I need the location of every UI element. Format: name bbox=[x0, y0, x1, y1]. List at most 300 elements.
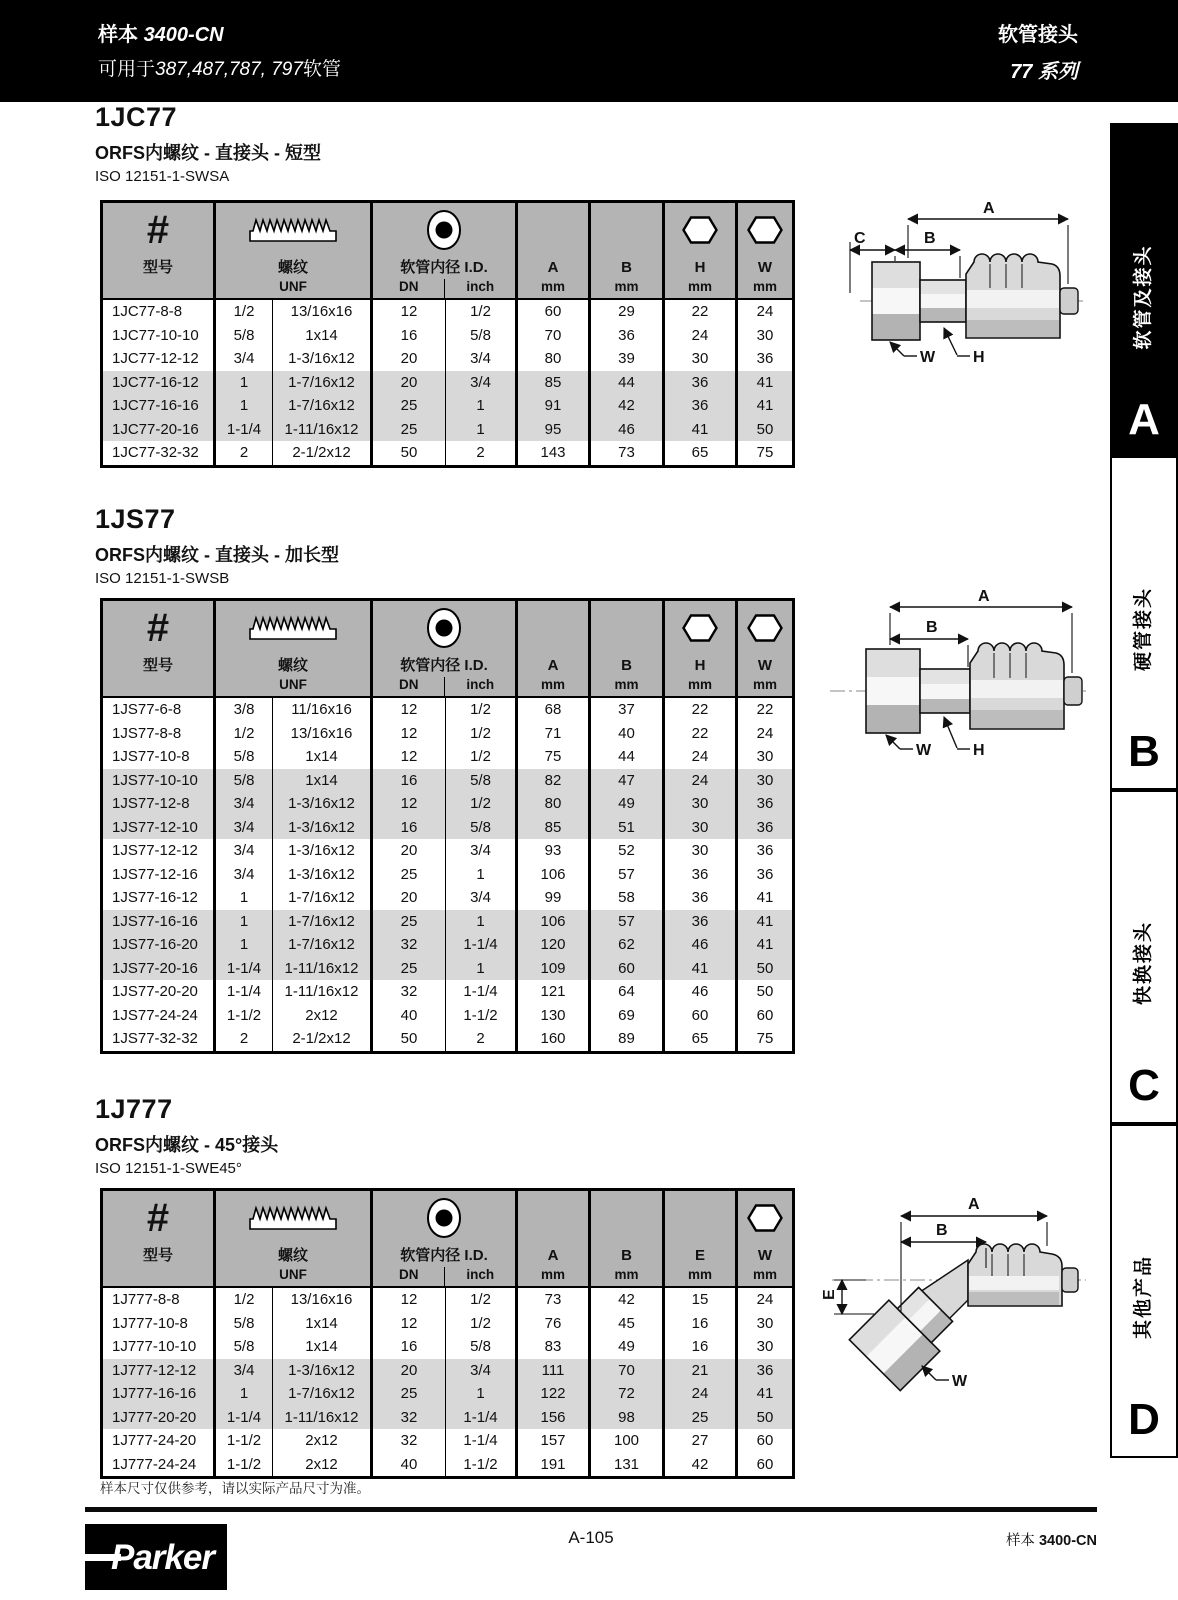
part-number-cell: 1JC77-16-16 bbox=[103, 394, 216, 418]
value-cell: 36 bbox=[756, 1361, 774, 1379]
part-number-cell: 1JS77-12-8 bbox=[103, 792, 216, 816]
value-cell: 73 bbox=[591, 441, 665, 465]
value-cell: 111 bbox=[518, 1359, 591, 1383]
value-cell: 1/2 bbox=[446, 722, 518, 746]
value-cell: 131 bbox=[591, 1453, 665, 1477]
hex-nut-icon bbox=[738, 1191, 792, 1244]
part-number-cell: 1JS77-10-10 bbox=[103, 769, 216, 793]
value-cell: 1x14 bbox=[273, 745, 373, 769]
thread-icon bbox=[216, 601, 370, 654]
part-number-cell: 1JC77-20-16 bbox=[103, 418, 216, 442]
section-subtitle-1js77: ORFS内螺纹 - 直接头 - 加长型 bbox=[95, 545, 339, 565]
value-cell: 25 bbox=[373, 910, 446, 934]
page-header-bar bbox=[0, 0, 1178, 102]
dim-label-h: H bbox=[973, 742, 985, 759]
value-cell: 1/2 bbox=[446, 745, 518, 769]
value-cell: 1/2 bbox=[216, 300, 273, 324]
value-cell: 60 bbox=[756, 1006, 774, 1024]
value-cell: 30 bbox=[756, 1314, 774, 1332]
fitting-drawing-straight-short bbox=[820, 198, 1090, 370]
value-cell: 16 bbox=[373, 769, 446, 793]
part-number-cell: 1JC77-10-10 bbox=[103, 324, 216, 348]
fitting-drawing-straight-long bbox=[820, 583, 1090, 763]
value-cell: 41 bbox=[665, 418, 738, 442]
column-dim-w bbox=[738, 203, 792, 298]
part-number-cell: 1J777-10-10 bbox=[103, 1335, 216, 1359]
part-number-cell: 1JS77-16-12 bbox=[103, 886, 216, 910]
table-row bbox=[103, 839, 792, 863]
value-cell: 27 bbox=[665, 1429, 738, 1453]
value-cell: 3/4 bbox=[446, 371, 518, 395]
value-cell: 83 bbox=[518, 1335, 591, 1359]
table-row bbox=[103, 1288, 792, 1312]
dim-label-e: E bbox=[821, 1289, 838, 1300]
section-subtitle-1j777: ORFS内螺纹 - 45°接头 bbox=[95, 1135, 279, 1155]
value-cell: 25 bbox=[665, 1406, 738, 1430]
value-cell: 3/4 bbox=[216, 816, 273, 840]
value-cell: 160 bbox=[518, 1027, 591, 1051]
table-row bbox=[103, 1335, 792, 1359]
value-cell: 1-11/16x12 bbox=[273, 957, 373, 981]
column-dim-a bbox=[518, 203, 591, 298]
value-cell: 72 bbox=[591, 1382, 665, 1406]
table-header bbox=[103, 1191, 792, 1288]
value-cell: 44 bbox=[591, 371, 665, 395]
value-cell: 16 bbox=[373, 1335, 446, 1359]
table-row bbox=[103, 910, 792, 934]
hex-nut-icon bbox=[738, 601, 792, 654]
table-row bbox=[103, 1359, 792, 1383]
section-title-1jc77: 1JC77 bbox=[95, 102, 178, 132]
mm-unit-label: mm bbox=[687, 1267, 712, 1282]
sidebar-tab-tube-fittings[interactable] bbox=[1110, 456, 1178, 790]
value-cell: 12 bbox=[373, 698, 446, 722]
value-cell: 1 bbox=[216, 1382, 273, 1406]
value-cell: 1/2 bbox=[446, 698, 518, 722]
mm-unit-label: mm bbox=[752, 1267, 777, 1282]
column-dim-e bbox=[665, 1191, 738, 1286]
fitting-drawing-45-elbow bbox=[818, 1172, 1090, 1397]
part-number-cell: 1JS77-6-8 bbox=[103, 698, 216, 722]
value-cell: 25 bbox=[373, 957, 446, 981]
value-cell: 25 bbox=[373, 394, 446, 418]
value-cell: 44 bbox=[591, 745, 665, 769]
mm-unit-label: mm bbox=[540, 677, 565, 692]
value-cell: 1x14 bbox=[273, 769, 373, 793]
catalog-title bbox=[98, 18, 341, 47]
value-cell: 1-3/16x12 bbox=[273, 792, 373, 816]
thread-unit-label: UNF bbox=[279, 677, 307, 692]
page-number: A-105 bbox=[568, 1528, 614, 1547]
value-cell: 24 bbox=[665, 1382, 738, 1406]
value-cell: 3/4 bbox=[216, 792, 273, 816]
hex-nut-icon bbox=[738, 203, 792, 256]
value-cell: 30 bbox=[665, 347, 738, 371]
value-cell: 16 bbox=[665, 1312, 738, 1336]
value-cell: 143 bbox=[518, 441, 591, 465]
value-cell: 1/2 bbox=[446, 1288, 518, 1312]
table-row bbox=[103, 441, 792, 465]
value-cell: 20 bbox=[373, 371, 446, 395]
value-cell: 50 bbox=[756, 983, 774, 1000]
value-cell: 16 bbox=[373, 324, 446, 348]
value-cell: 41 bbox=[756, 1385, 774, 1402]
column-dim-w bbox=[738, 601, 792, 696]
section-standard-1j777: ISO 12151-1-SWE45° bbox=[95, 1160, 242, 1177]
dimension-disclaimer-note: 样本尺寸仅供参考，请以实际产品尺寸为准。 bbox=[100, 1481, 370, 1496]
value-cell: 1/2 bbox=[446, 1312, 518, 1336]
value-cell: 95 bbox=[518, 418, 591, 442]
value-cell: 41 bbox=[665, 957, 738, 981]
value-cell: 68 bbox=[518, 698, 591, 722]
hose-id-icon bbox=[373, 601, 515, 654]
column-thread bbox=[216, 1191, 373, 1286]
value-cell: 12 bbox=[373, 792, 446, 816]
value-cell: 40 bbox=[373, 1453, 446, 1477]
value-cell: 3/8 bbox=[216, 698, 273, 722]
table-row bbox=[103, 371, 792, 395]
value-cell: 1/2 bbox=[216, 1288, 273, 1312]
part-number-cell: 1JS77-12-12 bbox=[103, 839, 216, 863]
spec-table-1j777 bbox=[100, 1188, 795, 1479]
value-cell: 100 bbox=[591, 1429, 665, 1453]
value-cell: 75 bbox=[518, 745, 591, 769]
section-standard-1jc77: ISO 12151-1-SWSA bbox=[95, 168, 230, 185]
table-row bbox=[103, 1312, 792, 1336]
value-cell: 1-7/16x12 bbox=[273, 886, 373, 910]
value-cell: 5/8 bbox=[216, 1335, 273, 1359]
part-number-cell: 1JS77-20-20 bbox=[103, 980, 216, 1004]
value-cell: 30 bbox=[756, 326, 774, 344]
value-cell: 42 bbox=[665, 1453, 738, 1477]
value-cell: 22 bbox=[665, 722, 738, 746]
value-cell: 22 bbox=[665, 698, 738, 722]
series-number: 77 系列 bbox=[1010, 61, 1078, 83]
mm-unit-label: mm bbox=[614, 279, 639, 294]
value-cell: 1 bbox=[216, 886, 273, 910]
value-cell: 16 bbox=[665, 1335, 738, 1359]
table-row bbox=[103, 300, 792, 324]
dim-w-label: W bbox=[757, 1247, 773, 1264]
value-cell: 89 bbox=[591, 1027, 665, 1051]
value-cell: 5/8 bbox=[446, 769, 518, 793]
value-cell: 73 bbox=[518, 1288, 591, 1312]
dim-label-h: H bbox=[973, 349, 985, 366]
table-body bbox=[103, 300, 792, 465]
value-cell: 46 bbox=[591, 418, 665, 442]
value-cell: 30 bbox=[756, 1338, 774, 1355]
column-part-number bbox=[103, 601, 216, 696]
value-cell: 1-3/16x12 bbox=[273, 347, 373, 371]
table-row bbox=[103, 933, 792, 957]
value-cell: 41 bbox=[756, 373, 774, 391]
catalog-prefix: 样本 bbox=[98, 24, 144, 46]
value-cell: 122 bbox=[518, 1382, 591, 1406]
value-cell: 1-1/4 bbox=[446, 980, 518, 1004]
catalog-info bbox=[98, 18, 341, 81]
value-cell: 25 bbox=[373, 1382, 446, 1406]
value-cell: 36 bbox=[665, 910, 738, 934]
value-cell: 20 bbox=[373, 1359, 446, 1383]
value-cell: 41 bbox=[756, 889, 774, 906]
value-cell: 106 bbox=[518, 910, 591, 934]
value-cell: 106 bbox=[518, 863, 591, 887]
value-cell: 50 bbox=[756, 420, 774, 438]
table-row bbox=[103, 816, 792, 840]
dim-a-label: A bbox=[547, 259, 559, 276]
value-cell: 20 bbox=[373, 839, 446, 863]
value-cell: 3/4 bbox=[446, 886, 518, 910]
mm-unit-label: mm bbox=[687, 677, 712, 692]
value-cell: 70 bbox=[591, 1359, 665, 1383]
value-cell: 1-1/4 bbox=[446, 933, 518, 957]
applicable-suffix: 软管 bbox=[302, 59, 341, 80]
value-cell: 1-1/4 bbox=[216, 957, 273, 981]
value-cell: 1-7/16x12 bbox=[273, 371, 373, 395]
table-row bbox=[103, 1429, 792, 1453]
value-cell: 85 bbox=[518, 371, 591, 395]
column-thread bbox=[216, 203, 373, 298]
part-number-cell: 1J777-24-20 bbox=[103, 1429, 216, 1453]
value-cell: 36 bbox=[591, 324, 665, 348]
value-cell: 1-3/16x12 bbox=[273, 1359, 373, 1383]
value-cell: 93 bbox=[518, 839, 591, 863]
value-cell: 51 bbox=[591, 816, 665, 840]
value-cell: 2x12 bbox=[273, 1429, 373, 1453]
inch-unit-label: inch bbox=[444, 677, 515, 696]
table-row bbox=[103, 886, 792, 910]
table-row bbox=[103, 792, 792, 816]
value-cell: 191 bbox=[518, 1453, 591, 1477]
value-cell: 75 bbox=[756, 444, 774, 461]
column-dim-b bbox=[591, 601, 665, 696]
inch-unit-label: inch bbox=[444, 279, 515, 298]
part-column-label: 型号 bbox=[142, 1247, 173, 1264]
value-cell: 1-11/16x12 bbox=[273, 1406, 373, 1430]
value-cell: 12 bbox=[373, 1312, 446, 1336]
dim-h-label: H bbox=[694, 657, 706, 674]
value-cell: 50 bbox=[373, 1027, 446, 1051]
table-row bbox=[103, 957, 792, 981]
thread-unit-label: UNF bbox=[279, 279, 307, 294]
part-number-icon: # bbox=[146, 207, 170, 252]
part-number-cell: 1J777-10-8 bbox=[103, 1312, 216, 1336]
value-cell: 60 bbox=[518, 300, 591, 324]
value-cell: 65 bbox=[665, 1027, 738, 1051]
table-header bbox=[103, 203, 792, 300]
dn-unit-label: DN bbox=[398, 677, 419, 692]
value-cell: 12 bbox=[373, 1288, 446, 1312]
dim-label-a: A bbox=[968, 1196, 980, 1213]
table-body bbox=[103, 1288, 792, 1476]
sidebar-tab-quick-couplings[interactable] bbox=[1110, 790, 1178, 1124]
tab-letter: C bbox=[1128, 1061, 1160, 1110]
value-cell: 12 bbox=[373, 300, 446, 324]
value-cell: 2-1/2x12 bbox=[273, 1027, 373, 1051]
footer-rule bbox=[85, 1507, 1097, 1512]
sidebar-tab-other-products[interactable] bbox=[1110, 1124, 1178, 1458]
value-cell: 50 bbox=[756, 959, 774, 977]
column-dim-h bbox=[665, 203, 738, 298]
part-number-cell: 1JS77-32-32 bbox=[103, 1027, 216, 1051]
part-column-label: 型号 bbox=[142, 657, 173, 674]
part-number-cell: 1JS77-24-24 bbox=[103, 1004, 216, 1028]
value-cell: 60 bbox=[756, 1432, 774, 1449]
value-cell: 5/8 bbox=[216, 324, 273, 348]
table-row bbox=[103, 324, 792, 348]
dim-w-label: W bbox=[757, 657, 773, 674]
tab-label-vertical: 其他产品 bbox=[1133, 1255, 1154, 1340]
footer-catalog-code: 3400-CN bbox=[1038, 1533, 1097, 1549]
spec-table-1js77 bbox=[100, 598, 795, 1054]
part-number-cell: 1J777-16-16 bbox=[103, 1382, 216, 1406]
value-cell: 46 bbox=[665, 933, 738, 957]
table-row bbox=[103, 347, 792, 371]
value-cell: 109 bbox=[518, 957, 591, 981]
tab-letter: D bbox=[1128, 1395, 1160, 1444]
value-cell: 1/2 bbox=[216, 722, 273, 746]
value-cell: 24 bbox=[665, 745, 738, 769]
mm-unit-label: mm bbox=[752, 677, 777, 692]
table-row bbox=[103, 1004, 792, 1028]
table-row bbox=[103, 1027, 792, 1051]
value-cell: 1 bbox=[446, 418, 518, 442]
value-cell: 32 bbox=[373, 933, 446, 957]
value-cell: 30 bbox=[665, 792, 738, 816]
value-cell: 3/4 bbox=[216, 1359, 273, 1383]
parker-logo bbox=[85, 1524, 227, 1590]
value-cell: 1x14 bbox=[273, 324, 373, 348]
value-cell: 21 bbox=[665, 1359, 738, 1383]
value-cell: 70 bbox=[518, 324, 591, 348]
value-cell: 2 bbox=[216, 441, 273, 465]
value-cell: 40 bbox=[591, 722, 665, 746]
table-row bbox=[103, 394, 792, 418]
value-cell: 36 bbox=[756, 795, 774, 812]
value-cell: 24 bbox=[756, 303, 774, 320]
dim-w-label: W bbox=[757, 259, 773, 276]
spec-table-1jc77 bbox=[100, 200, 795, 468]
value-cell: 46 bbox=[665, 980, 738, 1004]
value-cell: 3/4 bbox=[216, 839, 273, 863]
column-dim-a bbox=[518, 601, 591, 696]
value-cell: 156 bbox=[518, 1406, 591, 1430]
parker-logo-text: Parker bbox=[111, 1538, 214, 1577]
value-cell: 1 bbox=[446, 957, 518, 981]
value-cell: 60 bbox=[665, 1004, 738, 1028]
value-cell: 120 bbox=[518, 933, 591, 957]
value-cell: 25 bbox=[373, 863, 446, 887]
column-dim-h bbox=[665, 601, 738, 696]
footer-catalog-prefix: 样本 bbox=[1005, 1533, 1039, 1549]
catalog-code: 3400-CN bbox=[143, 24, 224, 46]
value-cell: 1-1/4 bbox=[446, 1429, 518, 1453]
table-body bbox=[103, 698, 792, 1051]
value-cell: 36 bbox=[665, 371, 738, 395]
value-cell: 1 bbox=[216, 371, 273, 395]
mm-unit-label: mm bbox=[614, 677, 639, 692]
value-cell: 1-7/16x12 bbox=[273, 394, 373, 418]
value-cell: 29 bbox=[591, 300, 665, 324]
value-cell: 13/16x16 bbox=[273, 722, 373, 746]
value-cell: 42 bbox=[591, 394, 665, 418]
value-cell: 60 bbox=[591, 957, 665, 981]
value-cell: 58 bbox=[591, 886, 665, 910]
value-cell: 2 bbox=[216, 1027, 273, 1051]
mm-unit-label: mm bbox=[540, 1267, 565, 1282]
mm-unit-label: mm bbox=[687, 279, 712, 294]
dim-a-label: A bbox=[547, 657, 559, 674]
column-part-number bbox=[103, 203, 216, 298]
value-cell: 82 bbox=[518, 769, 591, 793]
table-row bbox=[103, 1453, 792, 1477]
value-cell: 24 bbox=[756, 1291, 774, 1308]
part-number-cell: 1JC77-8-8 bbox=[103, 300, 216, 324]
inch-unit-label: inch bbox=[444, 1267, 515, 1286]
value-cell: 3/4 bbox=[216, 863, 273, 887]
value-cell: 40 bbox=[373, 1004, 446, 1028]
value-cell: 5/8 bbox=[216, 1312, 273, 1336]
value-cell: 50 bbox=[756, 1408, 774, 1426]
dn-unit-label: DN bbox=[398, 279, 419, 294]
value-cell: 39 bbox=[591, 347, 665, 371]
value-cell: 1-1/4 bbox=[446, 1406, 518, 1430]
value-cell: 15 bbox=[665, 1288, 738, 1312]
section-title-1js77: 1JS77 bbox=[95, 504, 176, 534]
part-number-cell: 1JS77-16-16 bbox=[103, 910, 216, 934]
applicable-prefix: 可用于 bbox=[98, 59, 156, 80]
column-dim-b bbox=[591, 203, 665, 298]
dim-b-label: B bbox=[621, 1247, 632, 1264]
sidebar-tab-hoses-fittings[interactable] bbox=[1110, 123, 1178, 456]
value-cell: 91 bbox=[518, 394, 591, 418]
mm-unit-label: mm bbox=[614, 1267, 639, 1282]
value-cell: 3/4 bbox=[446, 347, 518, 371]
column-hose-id bbox=[373, 1191, 518, 1286]
dim-label-w: W bbox=[920, 349, 936, 366]
value-cell: 12 bbox=[373, 722, 446, 746]
tab-letter: B bbox=[1128, 727, 1160, 776]
value-cell: 1 bbox=[216, 910, 273, 934]
tab-letter: A bbox=[1128, 395, 1160, 444]
part-number-cell: 1JS77-16-20 bbox=[103, 933, 216, 957]
value-cell: 24 bbox=[665, 324, 738, 348]
value-cell: 80 bbox=[518, 792, 591, 816]
hose-id-icon bbox=[373, 203, 515, 256]
column-part-number bbox=[103, 1191, 216, 1286]
value-cell: 36 bbox=[665, 863, 738, 887]
thread-column-label: 螺纹 bbox=[277, 1247, 308, 1264]
value-cell: 5/8 bbox=[446, 1335, 518, 1359]
value-cell: 3/4 bbox=[446, 1359, 518, 1383]
applicable-hose-list: 387,487,787, 797 bbox=[155, 59, 303, 80]
table-row bbox=[103, 863, 792, 887]
thread-icon bbox=[216, 203, 370, 256]
value-cell: 1-1/2 bbox=[446, 1453, 518, 1477]
value-cell: 1 bbox=[216, 933, 273, 957]
thread-icon bbox=[216, 1191, 370, 1244]
value-cell: 121 bbox=[518, 980, 591, 1004]
value-cell: 16 bbox=[373, 816, 446, 840]
value-cell: 36 bbox=[756, 842, 774, 859]
value-cell: 1-7/16x12 bbox=[273, 910, 373, 934]
value-cell: 24 bbox=[756, 724, 774, 742]
dim-label-w: W bbox=[916, 742, 932, 759]
part-number-cell: 1JS77-20-16 bbox=[103, 957, 216, 981]
column-dim-b bbox=[591, 1191, 665, 1286]
value-cell: 41 bbox=[756, 912, 774, 930]
value-cell: 80 bbox=[518, 347, 591, 371]
